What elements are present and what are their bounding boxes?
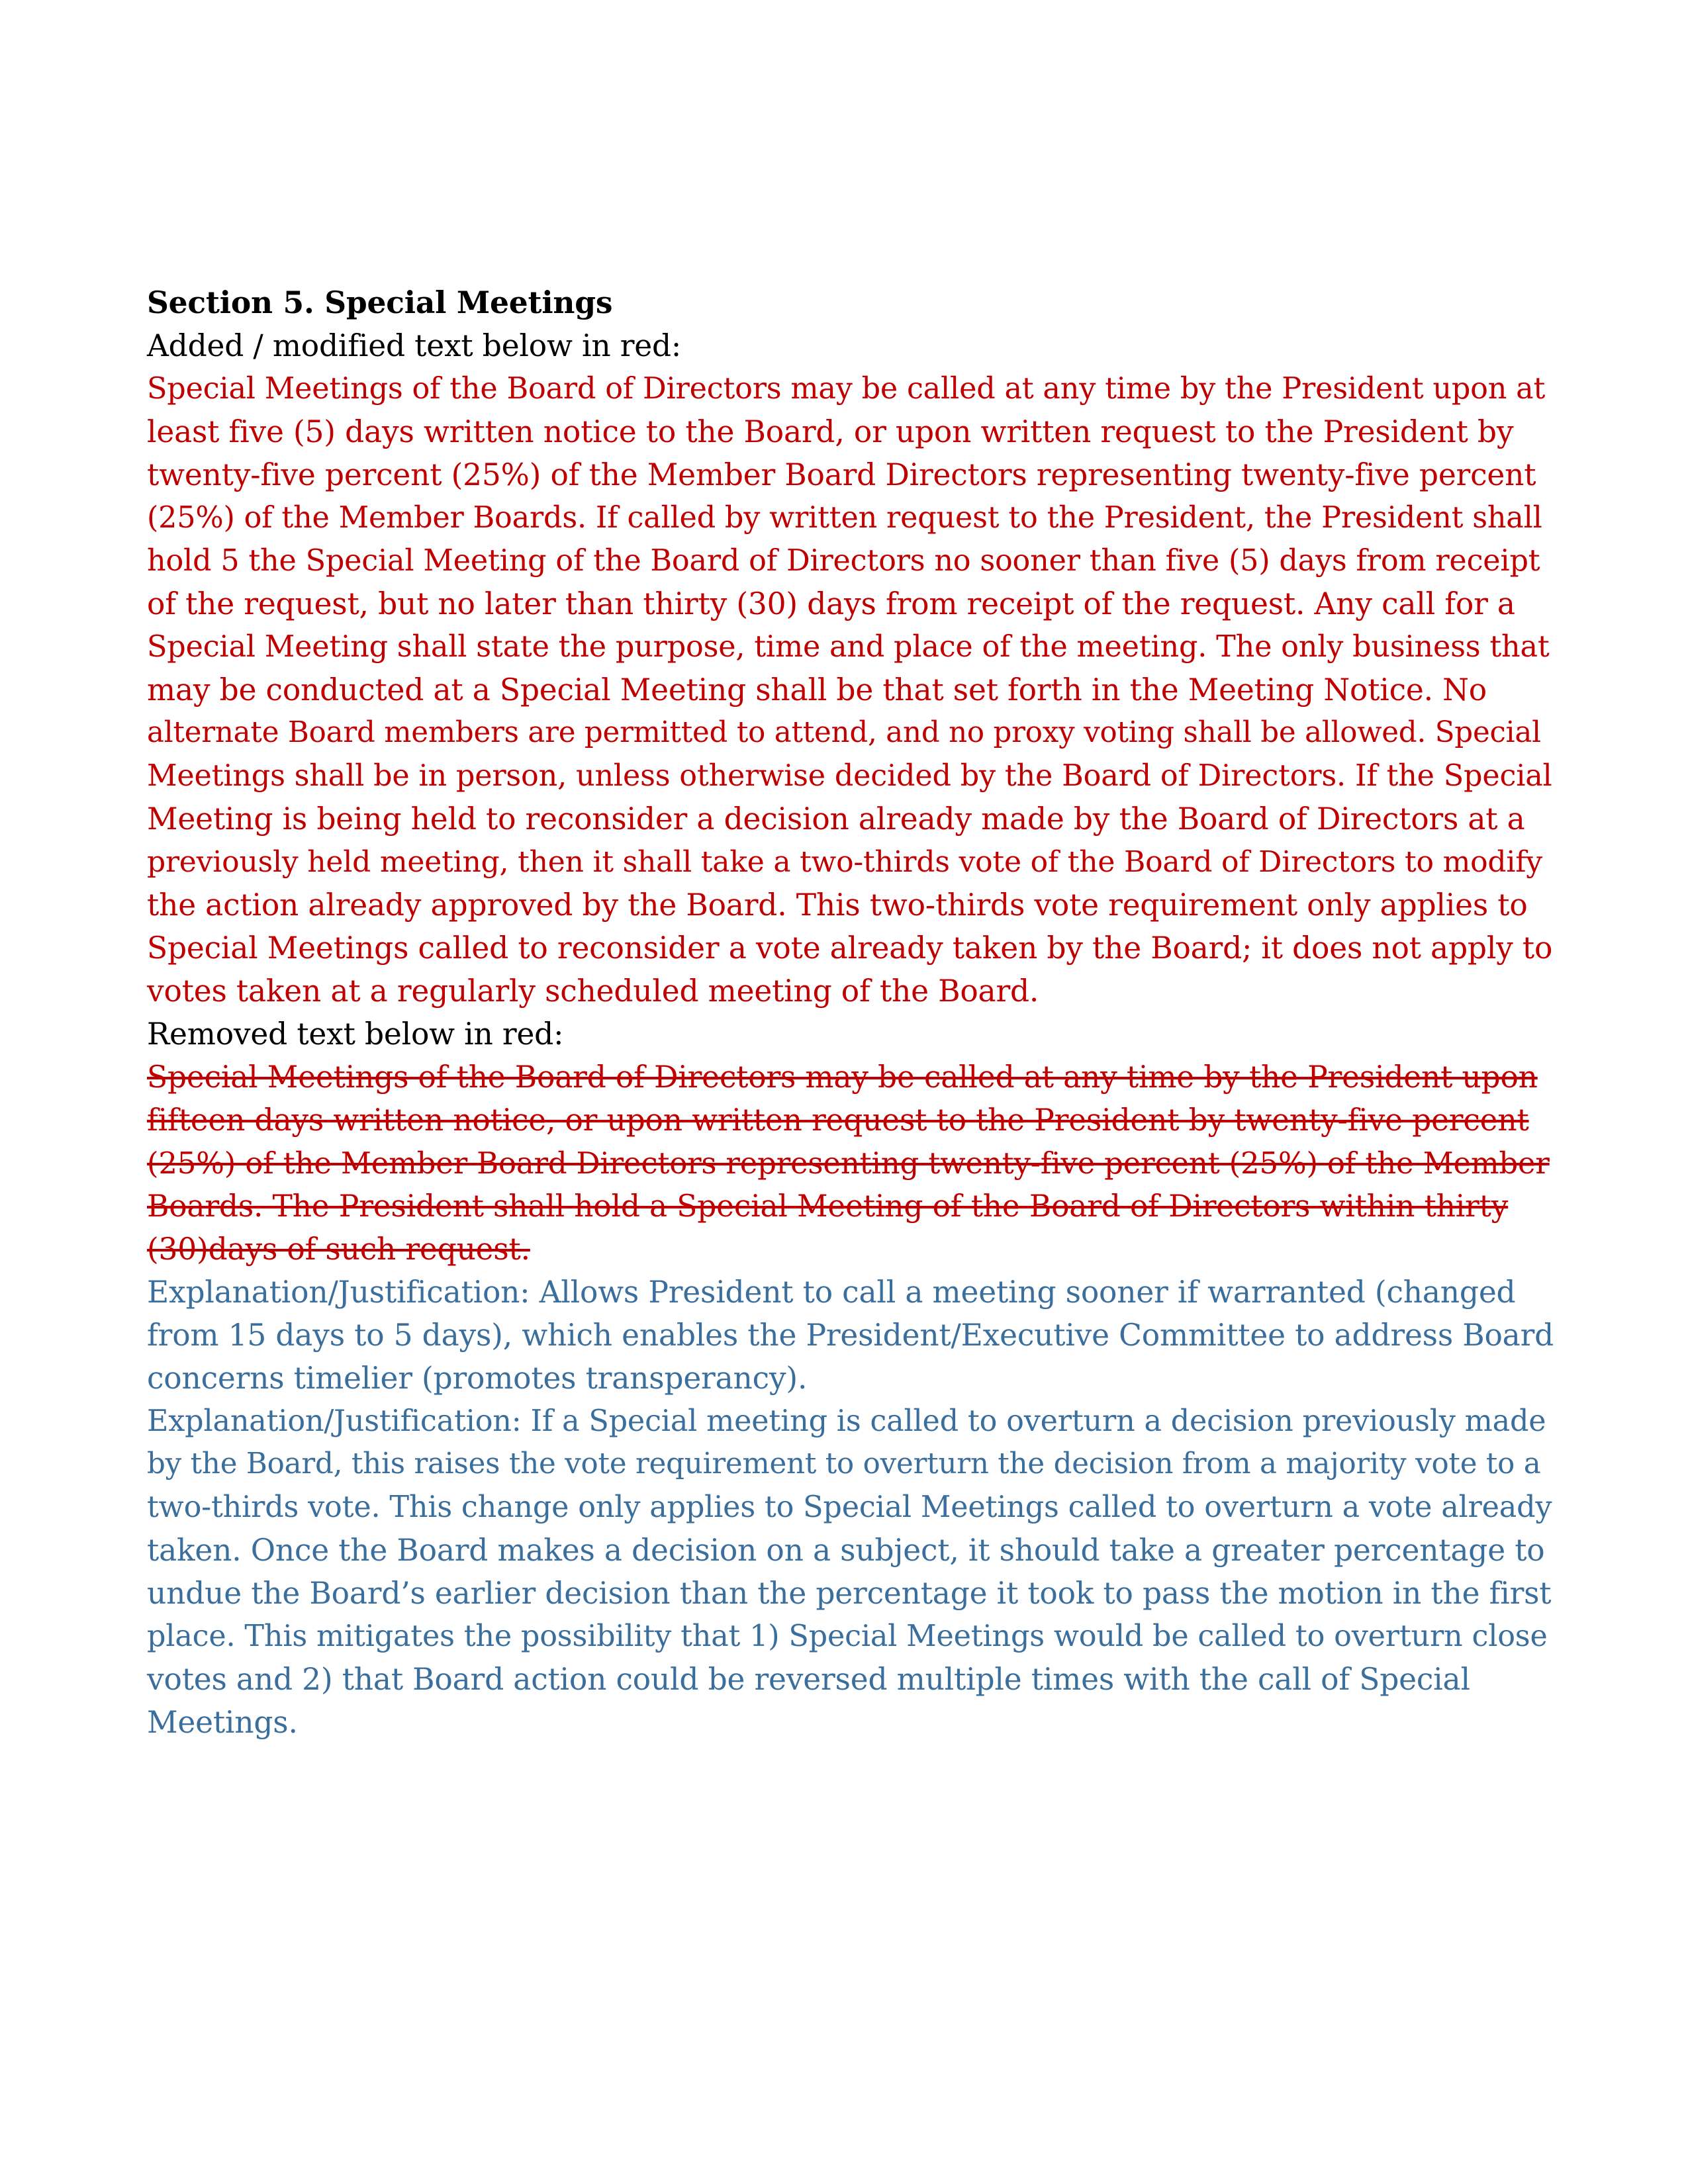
- added-line: votes taken at a regularly scheduled meeting of the Board.: [147, 974, 1039, 1009]
- added-line: least five (5) days written notice to the Board, or upon written request to the President by: [147, 414, 1514, 449]
- added-line: previously held meeting, then it shall take a two-thirds vote of the Board of Directors to modify: [147, 845, 1542, 879]
- added-line: Special Meetings of the Board of Directors may be called at any time by the President upon at: [147, 372, 1546, 406]
- explanation-line: taken. Once the Board makes a decision on a subject, it should take a greater percentage to: [147, 1533, 1545, 1568]
- removed-line: (25%) of the Member Board Directors representing twenty-five percent (25%) of the Member: [147, 1146, 1550, 1181]
- added-line: Meeting is being held to reconsider a decision already made by the Board of Directors at a: [147, 801, 1525, 837]
- explanation-1-block: [147, 1271, 1554, 1400]
- added-text-block: [147, 367, 1553, 1013]
- explanation-line: undue the Board’s earlier decision than the percentage it took to pass the motion in the first: [147, 1576, 1552, 1611]
- explanation-line: Explanation/Justification: Allows President to call a meeting sooner if warranted (changed: [147, 1275, 1516, 1310]
- explanation-line: place. This mitigates the possibility that 1) Special Meetings would be called to overturn close: [147, 1619, 1548, 1653]
- added-line: hold 5 the Special Meeting of the Board of Directors no sooner than five (5) days from receipt: [147, 544, 1540, 578]
- added-line: Special Meeting shall state the purpose, time and place of the meeting. The only business that: [147, 630, 1550, 664]
- added-line: Meetings shall be in person, unless otherwise decided by the Board of Directors. If the Special: [147, 759, 1552, 793]
- added-line: alternate Board members are permitted to attend, and no proxy voting shall be allowed. Special: [147, 716, 1541, 749]
- removed-text-block: [147, 1056, 1550, 1271]
- section-heading: Section 5. Special Meetings: [147, 285, 613, 320]
- explanation-line: concerns timelier (promotes transperancy).: [147, 1361, 808, 1396]
- added-text-label: Added / modified text below in red:: [147, 328, 682, 363]
- added-line: of the request, but no later than thirty (30) days from receipt of the request. Any call for a: [147, 586, 1515, 621]
- explanation-line: from 15 days to 5 days), which enables the President/Executive Committee to address Board: [147, 1318, 1554, 1353]
- explanation-2-block: [147, 1400, 1550, 1744]
- removed-line: fifteen days written notice, or upon written request to the President by twenty-five percent: [147, 1103, 1529, 1138]
- added-line: (25%) of the Member Boards. If called by written request to the President, the President shall: [147, 501, 1542, 535]
- explanation-line: Meetings.: [147, 1705, 298, 1740]
- removed-line: Boards. The President shall hold a Special Meeting of the Board of Directors within thirty: [147, 1189, 1509, 1224]
- explanation-line: by the Board, this raises the vote requirement to overturn the decision from a majority vote to a: [147, 1447, 1541, 1480]
- added-line: the action already approved by the Board. This two-thirds vote requirement only applies to: [147, 887, 1528, 923]
- explanation-line: Explanation/Justification: If a Special meeting is called to overturn a decision previously made: [147, 1404, 1546, 1438]
- removed-line: Special Meetings of the Board of Directors may be called at any time by the President upon: [147, 1060, 1538, 1095]
- explanation-line: two-thirds vote. This change only applies to Special Meetings called to overturn a vote already: [147, 1490, 1552, 1524]
- removed-line: (30)days of such request.: [147, 1232, 530, 1267]
- added-line: may be conducted at a Special Meeting shall be that set forth in the Meeting Notice. No: [147, 672, 1487, 707]
- added-line: twenty-five percent (25%) of the Member Board Directors representing twenty-five percent: [147, 457, 1536, 492]
- added-line: Special Meetings called to reconsider a vote already taken by the Board; it does not apply to: [147, 931, 1553, 966]
- removed-text-label: Removed text below in red:: [147, 1017, 564, 1052]
- explanation-line: votes and 2) that Board action could be reversed multiple times with the call of Special: [147, 1662, 1470, 1697]
- document-page: [147, 281, 1554, 1744]
